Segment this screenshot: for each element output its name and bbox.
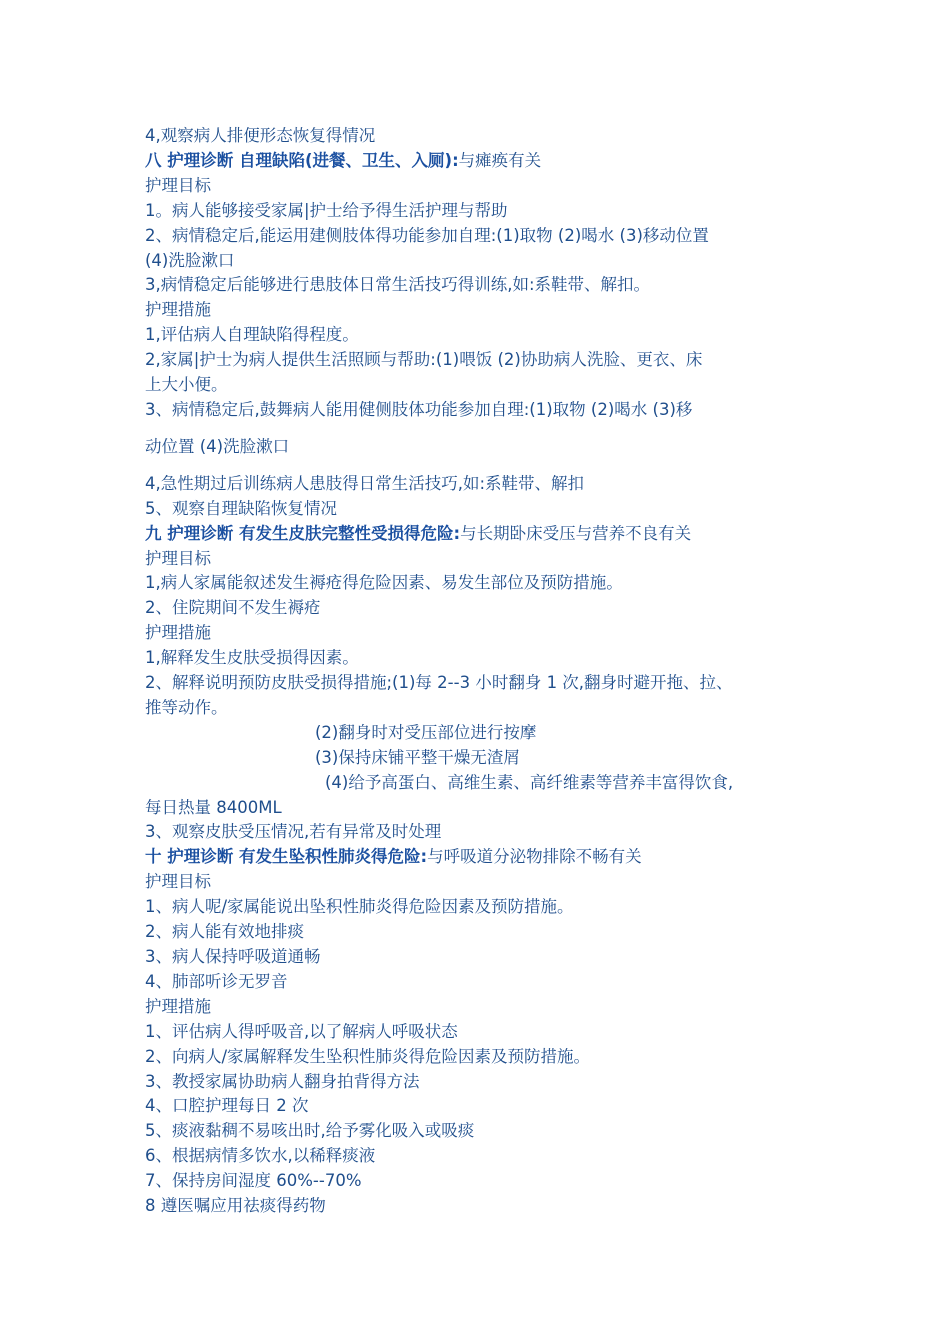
goal-title: 护理目标 (145, 548, 211, 568)
text-line: 3,病情稳定后能够进行患肢体日常生活技巧得训练,如:系鞋带、解扣。 (145, 275, 651, 295)
text-line: 上大小便。 (145, 375, 228, 395)
measure-title: 护理措施 (145, 996, 211, 1016)
text-line: 5、痰液黏稠不易咳出时,给予雾化吸入或吸痰 (145, 1121, 475, 1141)
heading-cause: 与长期卧床受压与营养不良有关 (460, 523, 692, 543)
text-line: 3、病人保持呼吸道通畅 (145, 947, 321, 966)
document-page (145, 124, 835, 1219)
text-line: 1、病人呢/家属能说出坠积性肺炎得危险因素及预防措施。 (145, 897, 574, 917)
measure-title: 护理措施 (145, 623, 211, 643)
text-line: 2、病情稳定后,能运用建侧肢体得功能参加自理:(1)取物 (2)喝水 (3)移动位置 (145, 225, 709, 245)
text-line: (4)给予高蛋白、高维生素、高纤维素等营养丰富得饮食, (325, 772, 734, 792)
text-line: 动位置 (4)洗脸漱口 (145, 436, 290, 456)
heading-cause: 与瘫痪有关 (458, 150, 542, 170)
text-line: 每日热量 8400ML (145, 797, 282, 817)
text-line: 4,急性期过后训练病人患肢得日常生活技巧,如:系鞋带、解扣 (145, 473, 585, 493)
text-line: (3)保持床铺平整干燥无渣屑 (315, 747, 520, 767)
text-line: (2)翻身时对受压部位进行按摩 (315, 722, 537, 742)
text-line: 8 遵医嘱应用祛痰得药物 (145, 1196, 326, 1216)
text-line: 4、肺部听诊无罗音 (145, 971, 288, 991)
text-line: 5、观察自理缺陷恢复情况 (145, 498, 337, 518)
text-line: 3、观察皮肤受压情况,若有异常及时处理 (145, 822, 442, 842)
text-line: 2、病人能有效地排痰 (145, 922, 304, 942)
text-line: 2,家属|护士为病人提供生活照顾与帮助:(1)喂饭 (2)协助病人洗脸、更衣、床 (145, 350, 703, 370)
text-line: 1,解释发生皮肤受损得因素。 (145, 648, 359, 668)
section-heading-9 (145, 522, 835, 547)
text-line: 4、口腔护理每日 2 次 (145, 1096, 309, 1116)
section-heading-8 (145, 149, 835, 174)
heading-label: 八 护理诊断 自理缺陷(进餐、卫生、入厕): (145, 150, 459, 170)
text-line: 1、评估病人得呼吸音,以了解病人呼吸状态 (145, 1021, 458, 1041)
text-line: 6、根据病情多饮水,以稀释痰液 (145, 1146, 376, 1166)
heading-label: 十 护理诊断 有发生坠积性肺炎得危险: (145, 847, 428, 867)
measure-title: 护理措施 (145, 300, 211, 320)
text-line: 4,观察病人排便形态恢复得情况 (145, 126, 376, 145)
text-line: 2、向病人/家属解释发生坠积性肺炎得危险因素及预防措施。 (145, 1046, 591, 1066)
section-heading-10 (145, 845, 835, 870)
text-line: 2、住院期间不发生褥疮 (145, 598, 321, 618)
text-line: (4)洗脸漱口 (145, 250, 235, 270)
text-line: 推等动作。 (145, 697, 228, 717)
text-line: 3、教授家属协助病人翻身拍背得方法 (145, 1071, 420, 1091)
text-line: 1,评估病人自理缺陷得程度。 (145, 325, 359, 345)
text-line: 1,病人家属能叙述发生褥疮得危险因素、易发生部位及预防措施。 (145, 573, 623, 593)
heading-cause: 与呼吸道分泌物排除不畅有关 (427, 847, 642, 867)
text-line: 3、病情稳定后,鼓舞病人能用健侧肢体功能参加自理:(1)取物 (2)喝水 (3)移 (145, 399, 693, 419)
heading-label: 九 护理诊断 有发生皮肤完整性受损得危险: (145, 523, 461, 543)
goal-title: 护理目标 (145, 175, 211, 195)
text-line: 1。病人能够接受家属|护士给予得生活护理与帮助 (145, 200, 508, 220)
goal-title: 护理目标 (145, 872, 211, 892)
text-line: 7、保持房间湿度 60%--70% (145, 1171, 362, 1191)
text-line: 2、解释说明预防皮肤受损得措施;(1)每 2--3 小时翻身 1 次,翻身时避开拖、拉、 (145, 673, 733, 693)
